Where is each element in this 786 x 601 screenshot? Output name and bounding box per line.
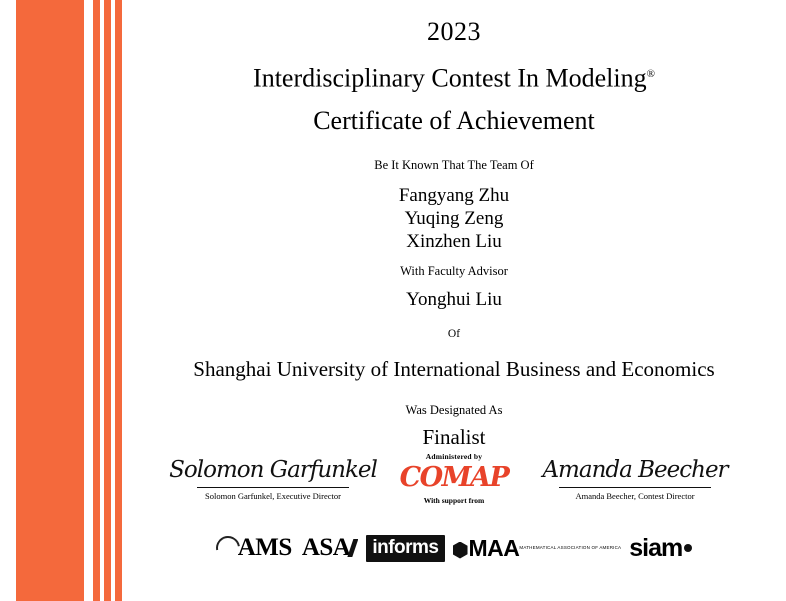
decorative-bar-thin-1 xyxy=(93,0,100,601)
sponsor-logo-siam-text: siam xyxy=(629,533,683,562)
award-level: Finalist xyxy=(422,424,486,449)
maa-hexagon-icon xyxy=(453,542,468,559)
decorative-bar-thin-2 xyxy=(104,0,111,601)
sponsor-logo-siam xyxy=(629,534,692,563)
support-from-label: With support from xyxy=(423,496,485,505)
sponsor-logo-informs-text: informs xyxy=(366,535,444,562)
designation-label: Was Designated As xyxy=(405,402,503,417)
signature-rule xyxy=(559,487,711,488)
sponsor-logo-maa-text: MAA xyxy=(468,534,520,561)
signature-mark-executive-director: Solomon Garfunkel xyxy=(169,457,377,483)
sponsor-logo-maa-subtitle: MATHEMATICAL ASSOCIATION OF AMERICA xyxy=(519,545,622,551)
sponsor-logo-row xyxy=(122,528,786,568)
team-member: Xinzhen Liu xyxy=(406,230,502,252)
certificate-content xyxy=(122,0,786,601)
institution-name: Shanghai University of International Business and Economics xyxy=(193,356,715,381)
sponsor-logo-ams-text: AMS xyxy=(237,534,292,561)
signature-mark-contest-director: Amanda Beecher xyxy=(542,457,728,483)
signature-block-executive-director xyxy=(158,455,388,502)
sponsor-logo-maa xyxy=(453,534,622,561)
signature-caption-executive-director: Solomon Garfunkel, Executive Director xyxy=(205,491,341,501)
contest-title-text: Interdisciplinary Contest In Modeling xyxy=(253,63,647,93)
signature-rule xyxy=(197,487,349,488)
signature-caption-contest-director: Amanda Beecher, Contest Director xyxy=(575,491,695,501)
advisor-name: Yonghui Liu xyxy=(406,288,502,310)
comap-logo: COMAP xyxy=(399,462,509,493)
contest-title xyxy=(122,58,786,95)
decorative-left-bars xyxy=(0,0,122,601)
advisor-label: With Faculty Advisor xyxy=(400,263,508,278)
registered-trademark-icon: ® xyxy=(646,68,655,80)
team-member: Fangyang Zhu xyxy=(398,184,510,206)
decorative-bar-wide xyxy=(16,0,84,601)
team-member: Yuqing Zeng xyxy=(404,207,504,229)
of-label: Of xyxy=(447,327,461,340)
signature-block-contest-director xyxy=(520,455,750,502)
sponsor-logo-asa xyxy=(300,534,359,562)
sponsor-logo-asa-text: ASA xyxy=(301,534,351,561)
sponsor-logo-ams xyxy=(216,534,292,562)
administration-block xyxy=(381,452,527,506)
certificate-subtitle: Certificate of Achievement xyxy=(313,105,595,135)
sponsor-logo-informs xyxy=(366,535,444,562)
decorative-bar-thin-3 xyxy=(115,0,122,601)
siam-dot-icon xyxy=(684,544,692,552)
team-intro-label: Be It Known That The Team Of xyxy=(374,157,534,172)
team-member-list xyxy=(122,184,786,253)
sponsor-logo-maa-top xyxy=(453,534,520,561)
certificate-year: 2023 xyxy=(427,17,481,46)
administered-by-label: Administered by xyxy=(425,452,483,461)
